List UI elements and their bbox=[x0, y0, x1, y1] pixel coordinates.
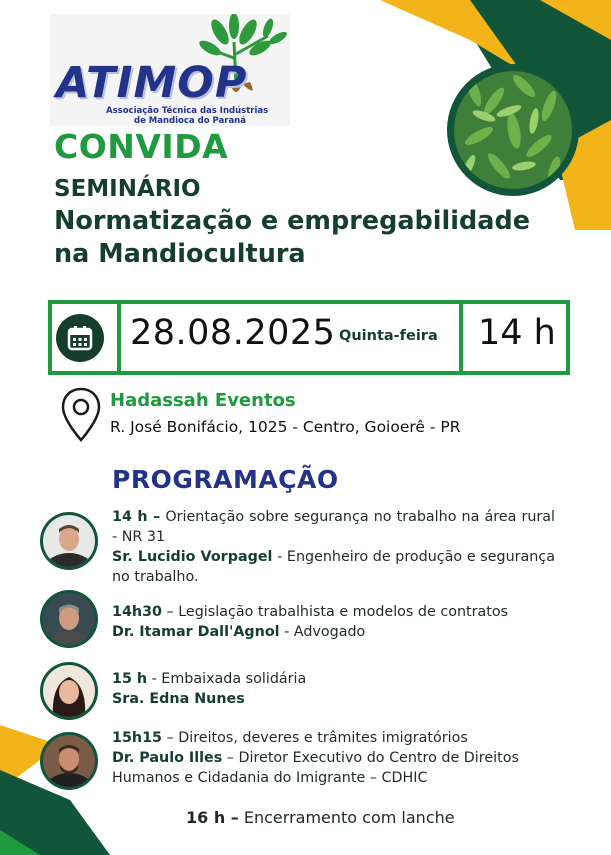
date-bar-bottom-rule bbox=[48, 371, 570, 375]
program-speaker-role: - Engenheiro de produção e segurança no trabalho. bbox=[112, 549, 555, 585]
seminario-label: SEMINÁRIO bbox=[54, 176, 201, 202]
event-date: 28.08.2025 bbox=[130, 313, 336, 353]
date-bar-divider bbox=[117, 300, 121, 375]
program-item bbox=[112, 728, 552, 788]
programacao-heading: PROGRAMAÇÃO bbox=[112, 465, 339, 494]
convida-heading: CONVIDA bbox=[54, 127, 229, 166]
program-time: 14 h – bbox=[112, 509, 161, 525]
calendar-badge bbox=[56, 314, 104, 362]
program-time: 15h15 bbox=[112, 730, 162, 746]
speaker-avatar bbox=[40, 732, 98, 790]
program-time: 14h30 bbox=[112, 604, 162, 620]
cassava-field-photo bbox=[447, 64, 579, 196]
speaker-photo bbox=[43, 735, 95, 787]
calendar-icon bbox=[66, 324, 94, 352]
program-item bbox=[112, 507, 555, 587]
program-speaker-role: - Advogado bbox=[279, 624, 366, 640]
date-bar-divider bbox=[566, 300, 570, 375]
cassava-leaves-image bbox=[454, 71, 572, 189]
date-bar-divider bbox=[48, 300, 52, 375]
event-weekday: Quinta-feira bbox=[339, 328, 438, 344]
venue-name: Hadassah Eventos bbox=[110, 390, 296, 411]
closing-item bbox=[186, 808, 455, 827]
event-time: 14 h bbox=[478, 313, 556, 353]
logo-wordmark: ATIMOP bbox=[56, 58, 248, 108]
program-topic: Orientação sobre segurança no trabalho na área rural - NR 31 bbox=[112, 509, 555, 545]
program-topic: – Direitos, deveres e trâmites imigratórios bbox=[161, 730, 468, 746]
logo-subtitle-line2: de Mandioca do Paraná bbox=[134, 116, 246, 126]
date-bar-top-rule bbox=[48, 300, 570, 304]
closing-text: Encerramento com lanche bbox=[238, 808, 455, 827]
speaker-avatar bbox=[40, 662, 98, 720]
venue-address: R. José Bonifácio, 1025 - Centro, Goioerê - PR bbox=[110, 418, 461, 436]
program-topic: - Embaixada solidária bbox=[147, 671, 307, 687]
speaker-photo bbox=[43, 515, 95, 567]
date-bar-divider bbox=[459, 300, 463, 375]
program-item bbox=[112, 669, 555, 709]
program-item bbox=[112, 602, 555, 642]
program-speaker: Dr. Paulo Illes bbox=[112, 750, 223, 766]
program-speaker: Sra. Edna Nunes bbox=[112, 691, 245, 707]
program-speaker: Sr. Lucidio Vorpagel bbox=[112, 549, 273, 565]
speaker-avatar bbox=[40, 512, 98, 570]
event-title-line1: Normatização e empregabilidade bbox=[54, 206, 531, 236]
program-topic: – Legislação trabalhista e modelos de contratos bbox=[161, 604, 509, 620]
speaker-photo bbox=[43, 665, 95, 717]
speaker-avatar bbox=[40, 590, 98, 648]
atimop-logo bbox=[50, 14, 290, 126]
program-speaker: Dr. Itamar Dall'Agnol bbox=[112, 624, 280, 640]
event-title-line2: na Mandiocultura bbox=[54, 239, 306, 269]
closing-time: 16 h – bbox=[186, 808, 239, 827]
program-speaker-role: – Diretor Executivo do Centro de Direitos Humanos e Cidadania do Imigrante – CDHIC bbox=[112, 750, 519, 786]
program-time: 15 h bbox=[112, 671, 148, 687]
location-pin-icon bbox=[60, 386, 102, 444]
logo-subtitle-line1: Associação Técnica das Indústrias bbox=[106, 106, 269, 116]
speaker-photo bbox=[43, 593, 95, 645]
